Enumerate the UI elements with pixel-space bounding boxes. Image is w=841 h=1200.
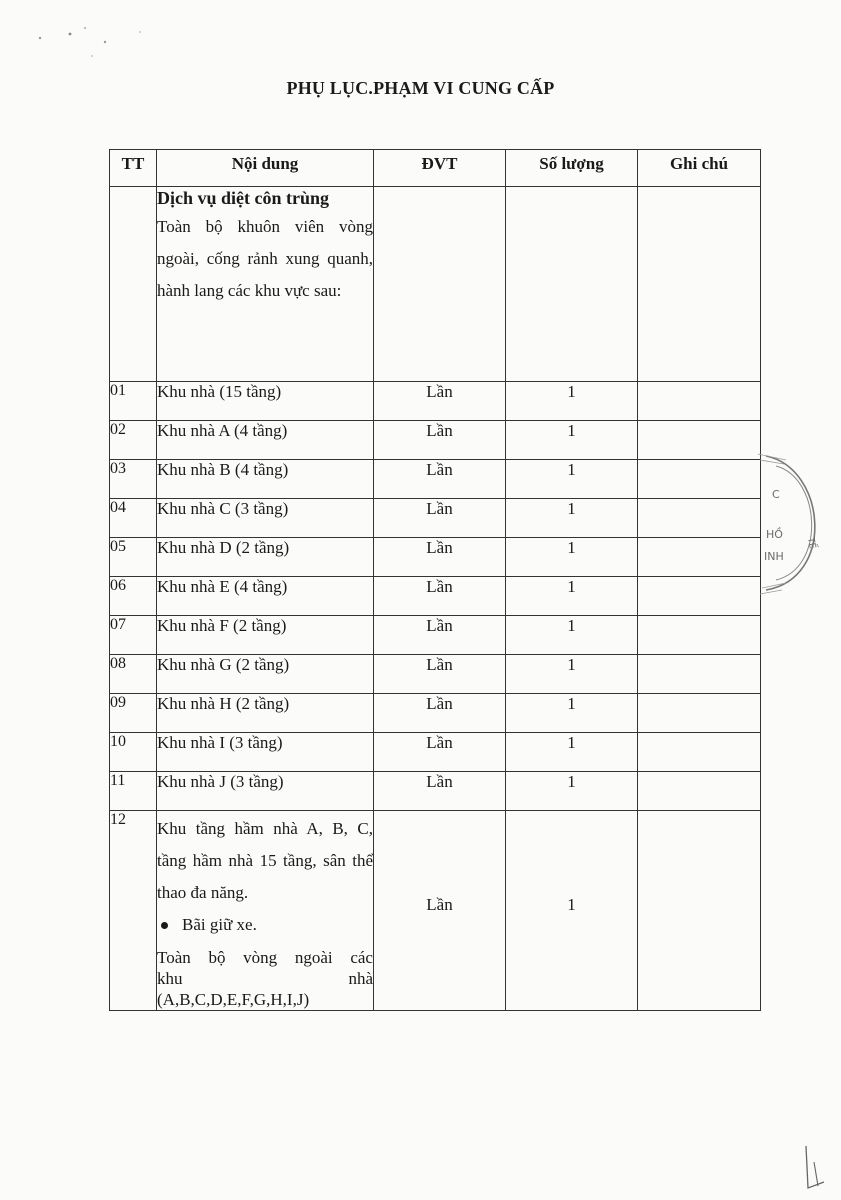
section-body: Toàn bộ khuôn viên vòng ngoài, cống rảnh xung quanh, hành lang các khu vực sau:: [157, 217, 373, 300]
outer-line-3: (A,B,C,D,E,F,G,H,I,J): [157, 990, 310, 1009]
row-tt: 04: [110, 499, 157, 538]
section-quantity: [506, 187, 638, 382]
outer-line-2: [157, 968, 373, 989]
bullet-text: Bãi giữ xe.: [182, 915, 257, 934]
scope-table: [109, 149, 761, 1011]
table-row: [110, 694, 761, 733]
row-tt: 07: [110, 616, 157, 655]
row-content: Khu nhà E (4 tầng): [157, 577, 374, 616]
basement-description: Khu tầng hầm nhà A, B, C, tầng hầm nhà 15 tầng, sân thể thao đa năng.: [157, 819, 373, 902]
row-quantity: [506, 811, 638, 1011]
row-content: Khu nhà C (3 tầng): [157, 499, 374, 538]
header-tt: TT: [110, 150, 157, 187]
outer-word: các: [350, 948, 373, 967]
section-content: [157, 187, 374, 382]
page-title: PHỤ LỤC.PHẠM VI CUNG CẤP: [286, 78, 555, 98]
table-row: [110, 772, 761, 811]
table-row: [110, 382, 761, 421]
row-quantity: 1: [506, 772, 638, 811]
row-note: [638, 694, 761, 733]
outer-word: khu: [157, 969, 183, 988]
row-note: [638, 655, 761, 694]
outer-word: bộ: [208, 948, 226, 967]
stamp-fragment-te: TẾ: [805, 536, 817, 550]
header-quantity: Số lượng: [506, 150, 638, 187]
row-note: [638, 733, 761, 772]
row-note: [638, 616, 761, 655]
row-unit: [374, 811, 506, 1011]
row-content: Khu nhà J (3 tầng): [157, 772, 374, 811]
row-unit: Lần: [374, 499, 506, 538]
header-content: Nội dung: [157, 150, 374, 187]
table-row: [110, 538, 761, 577]
row-unit: Lần: [374, 616, 506, 655]
stamp-fragment-c: C: [772, 488, 780, 501]
outer-word: ngoài: [294, 948, 333, 967]
row-content: Khu nhà G (2 tầng): [157, 655, 374, 694]
row-quantity: 1: [506, 538, 638, 577]
section-row: [110, 187, 761, 382]
row-tt: 11: [110, 772, 157, 811]
table-row: [110, 733, 761, 772]
row-quantity-text: 1: [567, 894, 576, 914]
section-heading: Dịch vụ diệt côn trùng: [157, 188, 330, 208]
row-note: [638, 577, 761, 616]
row-content: Khu nhà I (3 tầng): [157, 733, 374, 772]
table-header-row: [110, 150, 761, 187]
row-note: [638, 499, 761, 538]
row-tt: 05: [110, 538, 157, 577]
row-content: Khu nhà D (2 tầng): [157, 538, 374, 577]
outer-word: nhà: [348, 969, 373, 988]
row-tt: 06: [110, 577, 157, 616]
row-content: Khu nhà A (4 tầng): [157, 421, 374, 460]
row-unit: Lần: [374, 694, 506, 733]
row-tt: 02: [110, 421, 157, 460]
row-tt: 10: [110, 733, 157, 772]
row-unit-text: Lần: [426, 894, 453, 914]
table-row: [110, 655, 761, 694]
row-note: [638, 421, 761, 460]
scan-specks: [30, 20, 160, 60]
table-row: [110, 460, 761, 499]
bullet-item: [161, 915, 373, 935]
bullet-dot-icon: [161, 922, 168, 929]
row-note: [638, 772, 761, 811]
row-content: Khu nhà (15 tầng): [157, 382, 374, 421]
table-row-basement: [110, 811, 761, 1011]
row-content: [157, 811, 374, 1011]
section-tt: [110, 187, 157, 382]
stamp-fragment-ho: HỒ: [766, 528, 783, 541]
row-quantity: 1: [506, 499, 638, 538]
outer-word: Toàn: [157, 948, 191, 967]
section-unit: [374, 187, 506, 382]
row-quantity: 1: [506, 577, 638, 616]
initial-mark: [800, 1142, 830, 1192]
outer-area-text: [157, 947, 373, 1010]
row-unit: Lần: [374, 733, 506, 772]
table-row: [110, 499, 761, 538]
row-quantity: 1: [506, 694, 638, 733]
row-content: Khu nhà H (2 tầng): [157, 694, 374, 733]
row-note: [638, 382, 761, 421]
outer-word: vòng: [243, 948, 278, 967]
section-note: [638, 187, 761, 382]
row-unit: Lần: [374, 538, 506, 577]
row-unit: Lần: [374, 460, 506, 499]
row-note: [638, 538, 761, 577]
row-tt: 01: [110, 382, 157, 421]
row-content: Khu nhà B (4 tầng): [157, 460, 374, 499]
row-unit: Lần: [374, 421, 506, 460]
row-unit: Lần: [374, 655, 506, 694]
row-note: [638, 460, 761, 499]
table-row: [110, 616, 761, 655]
row-content: Khu nhà F (2 tầng): [157, 616, 374, 655]
row-tt: 09: [110, 694, 157, 733]
row-tt: 12: [110, 811, 157, 1011]
row-quantity: 1: [506, 421, 638, 460]
row-quantity: 1: [506, 655, 638, 694]
row-quantity: 1: [506, 382, 638, 421]
table-row: [110, 577, 761, 616]
row-quantity: 1: [506, 616, 638, 655]
row-quantity: 1: [506, 460, 638, 499]
row-unit: Lần: [374, 382, 506, 421]
row-note: [638, 811, 761, 1011]
row-unit: Lần: [374, 577, 506, 616]
table-row: [110, 421, 761, 460]
stamp-fragment-inh: INH: [764, 550, 784, 563]
row-quantity: 1: [506, 733, 638, 772]
header-unit: ĐVT: [374, 150, 506, 187]
outer-line-1: [157, 947, 373, 968]
header-note: Ghi chú: [638, 150, 761, 187]
row-tt: 03: [110, 460, 157, 499]
seal-stamp-fragment: [756, 448, 836, 598]
row-tt: 08: [110, 655, 157, 694]
row-unit: Lần: [374, 772, 506, 811]
